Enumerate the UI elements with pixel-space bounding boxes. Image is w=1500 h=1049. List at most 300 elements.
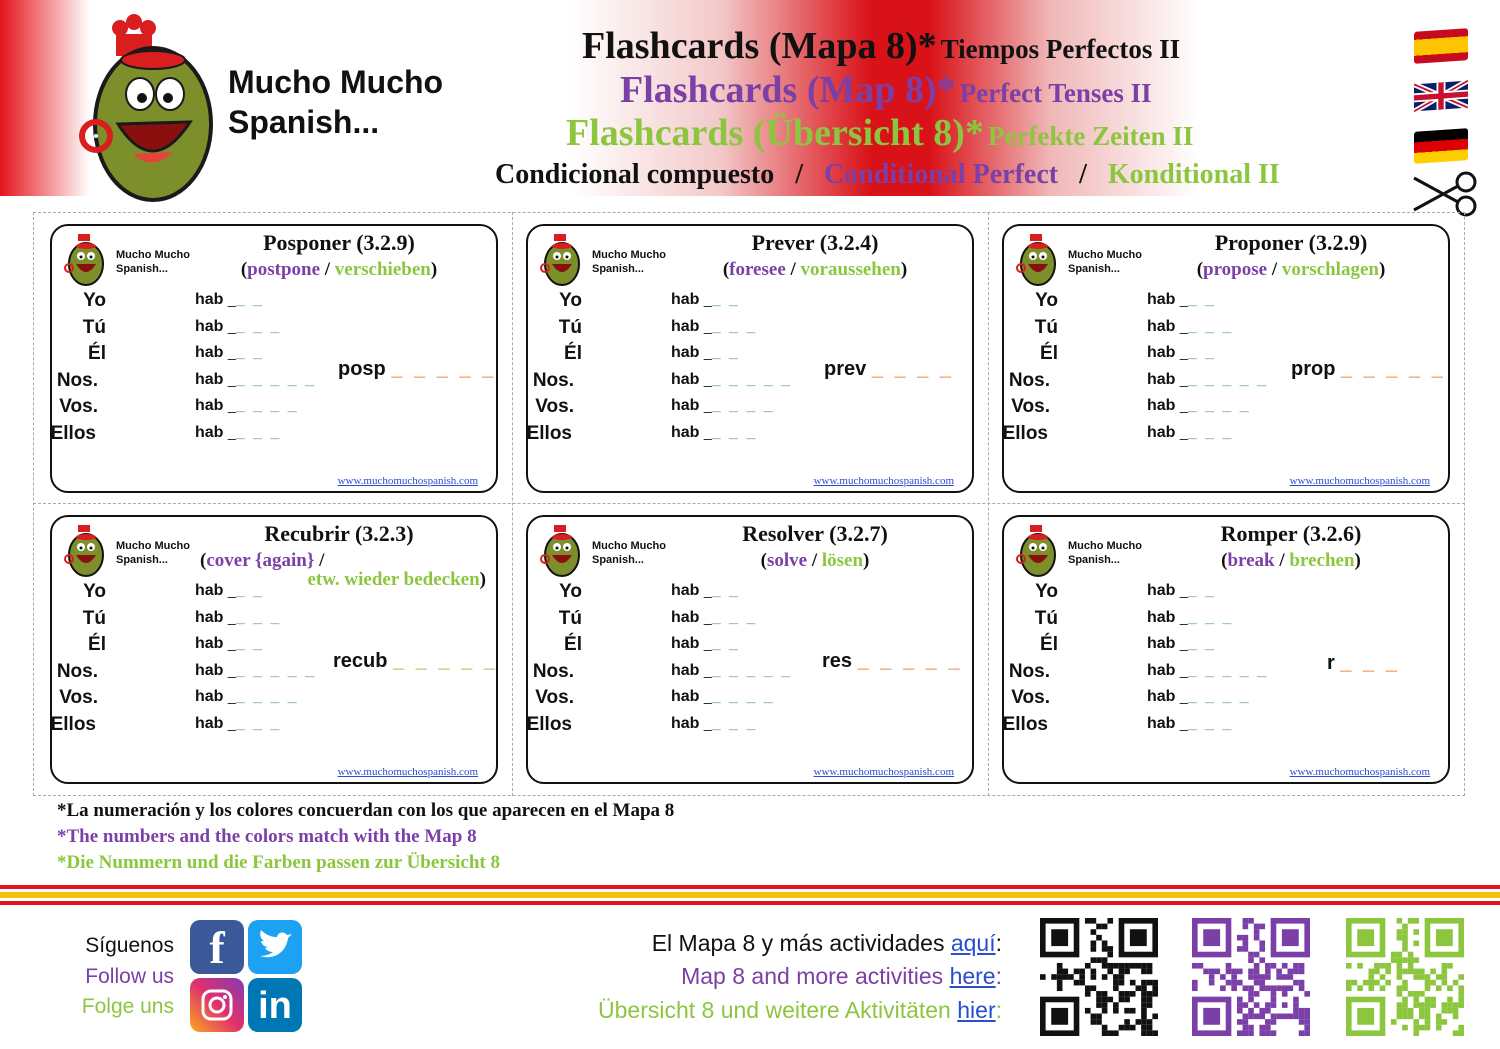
hab-blank: _ _ _ [235,608,282,626]
title-de [566,111,1193,155]
twitter-icon[interactable] [248,920,302,974]
activities-de [598,997,1002,1024]
hab-underscore: _ [1179,582,1188,598]
hab-underscore: _ [227,291,236,307]
hab-blank: _ _ _ _ _ [235,661,316,679]
mini-brand-line-2: Spanish... [592,554,644,566]
hab-prefix: hab [671,661,700,679]
hab-row [671,609,757,627]
stem-text: res [822,650,853,672]
pronoun: Vos. [1011,396,1050,417]
hab-underscore: _ [227,397,236,413]
hab-prefix: hab [195,608,224,626]
paren-close: ) [1378,259,1386,280]
pronoun: Vos. [535,396,574,417]
verb-title: Proponer (3.2.9) [1214,230,1368,255]
hab-prefix: hab [195,317,224,335]
hab-row [1147,371,1268,389]
hab-row [1147,291,1216,309]
hab-blank: _ _ _ _ _ [1187,661,1268,679]
hab-blank: _ _ _ _ [711,688,775,705]
verb-title: Posponer (3.2.9) [263,230,415,255]
mini-brand [116,248,190,276]
hab-blank: _ _ [711,291,740,308]
flashcard [50,515,498,784]
mini-brand-line-2: Spanish... [116,554,168,566]
hab-blank: _ _ _ [235,423,282,441]
hab-blank: _ _ _ [1187,608,1234,626]
activities-es-link[interactable]: aquí [950,930,996,956]
translation-en: foresee [729,259,786,280]
hab-underscore: _ [227,635,236,651]
hab-row [195,424,281,442]
activities-de-text: Übersicht 8 und weitere Aktivitäten [598,997,958,1023]
hab-blank: _ _ _ [711,608,758,626]
mini-brand-line-2: Spanish... [1068,554,1120,566]
hab-prefix: hab [671,714,700,732]
qr-code-en[interactable] [1192,918,1310,1036]
pronoun: Vos. [59,396,98,417]
pronoun: Ellos [1002,422,1048,444]
hab-prefix: hab [671,317,700,335]
mini-brand [1068,248,1142,276]
pronoun: Ellos [1002,713,1048,735]
hab-prefix: hab [195,291,224,308]
pronoun: Tú [1034,607,1058,629]
hab-prefix: hab [671,423,700,441]
hab-row [671,688,775,706]
title-en-sub: Perfect Tenses II [959,78,1152,108]
verb-title: Resolver (3.2.7) [742,521,888,546]
pronoun: Yo [559,290,582,311]
hab-row [195,688,299,706]
hab-row [195,662,316,680]
pronoun: Yo [83,581,106,602]
hab-blank: _ _ _ _ [1187,688,1251,705]
translation-separator: / [790,259,796,280]
mini-brand [592,539,666,567]
hab-row [671,397,775,415]
hab-underscore: _ [703,608,712,625]
hab-underscore: _ [227,317,236,334]
activities-en-colon: : [995,963,1002,989]
brand-name [228,62,443,142]
website-link[interactable]: www.muchomuchospanish.com [813,475,954,487]
hab-underscore: _ [227,608,236,625]
mini-brand-line-1: Mucho Mucho [116,540,190,552]
hab-underscore: _ [703,344,712,360]
mini-brand-line-2: Spanish... [1068,263,1120,275]
tense-separator: / [795,159,804,190]
brand-line-1: Mucho Mucho [228,64,444,100]
olive-mascot-mini-icon [64,232,108,286]
spain-flag-icon [1414,28,1468,64]
pronoun: Vos. [535,687,574,708]
hab-underscore: _ [1179,714,1188,731]
translation-de: brechen [1289,550,1355,571]
participle-stem [824,358,954,381]
hab-blank: _ _ _ [711,317,758,335]
paren-open: ( [1221,550,1228,571]
activities-en [681,963,1002,990]
translation-de: etw. wieder bedecken [307,569,480,590]
translation-en: cover {again} [206,550,315,571]
hab-blank: _ _ _ _ [711,397,775,414]
hab-underscore: _ [703,317,712,334]
verb-title: Romper (3.2.6) [1220,521,1362,546]
verb-title: Recubrir (3.2.3) [264,521,414,546]
paren-open: ( [760,550,767,571]
mini-brand-line-2: Spanish... [592,263,644,275]
paren-close: ) [430,259,438,280]
hab-underscore: _ [703,688,712,704]
hab-row [195,318,281,336]
cut-line-vertical [988,212,989,796]
pronoun: Tú [558,316,582,338]
pronoun: Nos. [532,660,574,682]
hab-blank: _ _ _ [235,317,282,335]
hab-prefix: hab [671,635,700,652]
hab-prefix: hab [1147,397,1176,414]
participle-stem [1327,652,1400,675]
instagram-icon[interactable] [190,978,244,1032]
hab-prefix: hab [195,344,224,361]
hab-blank: _ _ _ [1187,714,1234,732]
hab-row [671,344,740,362]
stem-blank: _ _ _ _ [871,358,954,380]
hab-blank: _ _ _ [1187,317,1234,335]
paren-open: ( [240,259,248,280]
hab-blank: _ _ [711,635,740,652]
tense-en: Conditional Perfect [824,159,1059,190]
hab-underscore: _ [703,661,712,678]
stem-blank: _ _ _ _ _ [391,358,497,380]
olive-mascot-mini-icon [540,523,584,577]
activities-en-link[interactable]: here [949,963,996,989]
mini-brand [116,539,190,567]
hab-prefix: hab [195,370,224,388]
hab-row [1147,662,1268,680]
participle-stem [333,650,498,673]
hab-prefix: hab [671,370,700,388]
website-link[interactable]: www.muchomuchospanish.com [337,475,478,487]
hab-underscore: _ [1179,370,1188,387]
tense-de: Konditional II [1107,159,1280,190]
hab-prefix: hab [195,688,224,705]
hab-blank: _ _ [235,291,264,308]
stem-text: recub [333,650,388,672]
translation-en: break [1227,550,1275,571]
note-de: *Die Nummern und die Farben passen zur Übersicht 8 [57,852,500,873]
hab-blank: _ _ _ [1187,423,1234,441]
hab-row [1147,635,1216,653]
participle-stem [1291,358,1446,381]
flashcard [526,515,974,784]
hab-row [1147,582,1216,600]
hab-prefix: hab [195,423,224,441]
hab-underscore: _ [1179,635,1188,651]
pronoun: Él [1040,343,1058,364]
title-es-sub: Tiempos Perfectos II [940,34,1181,64]
translation-separator: / [1271,259,1278,280]
hab-blank: _ _ _ _ _ [235,370,316,388]
pronoun: Él [564,343,582,364]
hab-row [195,397,299,415]
hab-blank: _ _ [711,582,740,599]
pronoun: Yo [559,581,582,602]
hab-underscore: _ [227,714,236,731]
hab-blank: _ _ _ _ [235,397,299,414]
verb-title: Prever (3.2.4) [751,230,879,255]
hab-prefix: hab [1147,582,1176,599]
olive-mascot-mini-icon [64,523,108,577]
title-es-main: Flashcards (Mapa 8)* [582,25,937,67]
translation-en: solve [766,550,808,571]
mini-brand [592,248,666,276]
linkedin-icon[interactable]: in [248,978,302,1032]
divider-stripe-red [0,901,1500,905]
paren-open: ( [200,550,207,571]
paren-open: ( [1196,259,1204,280]
hab-underscore: _ [703,370,712,387]
hab-prefix: hab [1147,635,1176,652]
activities-de-colon: : [995,997,1002,1023]
tense-line [495,159,1280,191]
hab-underscore: _ [703,397,712,413]
hab-prefix: hab [1147,291,1176,308]
hab-row [1147,609,1233,627]
website-link[interactable]: www.muchomuchospanish.com [337,766,478,778]
activities-de-link[interactable]: hier [957,997,996,1023]
hab-blank: _ _ _ _ [1187,397,1251,414]
pronoun: Él [88,634,106,655]
pronoun: Tú [82,607,106,629]
hab-underscore: _ [227,661,236,678]
stem-blank: _ _ _ _ _ [393,650,498,672]
cut-line-horizontal [33,503,1465,504]
activities-en-text: Map 8 and more activities [681,963,950,989]
participle-stem [338,358,496,381]
hab-blank: _ _ _ _ _ [711,661,792,679]
mini-brand-line-1: Mucho Mucho [592,540,666,552]
follow-en: Follow us [85,965,174,988]
cut-line-vertical [512,212,513,796]
title-en-main: Flashcards (Map 8)* [620,69,956,111]
pronoun: Vos. [1011,687,1050,708]
hab-row [671,635,740,653]
hab-row [1147,344,1216,362]
hab-prefix: hab [671,582,700,599]
pronoun: Él [1040,634,1058,655]
mini-brand-line-1: Mucho Mucho [592,249,666,261]
translation-separator: / [811,550,818,571]
pronoun: Él [88,343,106,364]
hab-prefix: hab [195,582,224,599]
hab-blank: _ _ [711,344,740,361]
hab-underscore: _ [703,423,712,440]
hab-prefix: hab [1147,608,1176,626]
verb-translation-de [307,569,486,591]
pronoun: Yo [1035,290,1058,311]
participle-stem [822,650,962,673]
hab-row [671,715,757,733]
facebook-icon[interactable]: f [190,920,244,974]
mini-brand-line-1: Mucho Mucho [116,249,190,261]
hab-underscore: _ [703,291,712,307]
mini-brand [1068,539,1142,567]
hab-row [1147,715,1233,733]
hab-blank: _ _ _ [235,714,282,732]
flashcard [50,224,498,493]
note-es: *La numeración y los colores concuerdan con los que aparecen en el Mapa 8 [57,800,675,821]
scissors-icon [1410,170,1480,218]
translation-de: vorschlagen [1281,259,1379,280]
hab-row [195,582,264,600]
pronoun: Nos. [1008,369,1050,391]
hab-prefix: hab [1147,317,1176,335]
note-en: *The numbers and the colors match with the Map 8 [57,826,477,847]
pronoun: Nos. [56,660,98,682]
stem-text: r [1327,652,1335,674]
title-de-sub: Perfekte Zeiten II [987,121,1194,151]
olive-mascot-logo [78,14,228,204]
pronoun: Tú [558,607,582,629]
follow-de: Folge uns [81,995,174,1018]
hab-prefix: hab [671,291,700,308]
mini-brand-line-1: Mucho Mucho [1068,249,1142,261]
hab-row [671,582,740,600]
hab-underscore: _ [1179,291,1188,307]
hab-blank: _ _ [1187,635,1216,652]
translation-en: propose [1203,259,1268,280]
paren-close: ) [900,259,908,280]
hab-blank: _ _ [235,635,264,652]
hab-row [1147,397,1251,415]
verb-translation [192,259,486,281]
stem-blank: _ _ _ _ _ [1341,358,1446,380]
verb-translation [1144,259,1438,281]
hab-prefix: hab [1147,423,1176,441]
pronoun: Ellos [50,422,96,444]
pronoun: Él [564,634,582,655]
hab-row [195,291,264,309]
hab-blank: _ _ [1187,291,1216,308]
mini-brand-line-2: Spanish... [116,263,168,275]
pronoun: Nos. [532,369,574,391]
paren-close: ) [479,569,486,590]
hab-underscore: _ [703,714,712,731]
title-en [620,68,1152,112]
mini-brand-line-1: Mucho Mucho [1068,540,1142,552]
hab-prefix: hab [1147,661,1176,679]
uk-flag-icon [1414,78,1468,114]
website-link[interactable]: www.muchomuchospanish.com [1289,475,1430,487]
pronoun: Nos. [1008,660,1050,682]
hab-prefix: hab [671,608,700,626]
hab-row [671,424,757,442]
translation-separator: / [319,550,325,571]
stem-blank: _ _ _ [1340,652,1400,674]
hab-underscore: _ [1179,317,1188,334]
stem-text: prop [1291,358,1336,380]
website-link[interactable]: www.muchomuchospanish.com [1289,766,1430,778]
flashcard [1002,224,1450,493]
paren-close: ) [1354,550,1361,571]
stem-blank: _ _ _ _ _ [857,650,963,672]
hab-underscore: _ [1179,423,1188,440]
verb-translation [668,550,962,572]
hab-prefix: hab [195,714,224,732]
hab-row [671,291,740,309]
olive-mascot-mini-icon [1016,523,1060,577]
activities-es-text: El Mapa 8 y más actividades [651,930,951,956]
hab-underscore: _ [1179,397,1188,413]
qr-code-es[interactable] [1040,918,1158,1036]
hab-row [671,318,757,336]
verb-translation [1144,550,1438,572]
hab-row [1147,424,1233,442]
hab-blank: _ _ [1187,344,1216,361]
hab-blank: _ _ [1187,582,1216,599]
website-link[interactable]: www.muchomuchospanish.com [813,766,954,778]
hab-blank: _ _ _ [711,714,758,732]
hab-row [1147,318,1233,336]
olive-mascot-mini-icon [540,232,584,286]
hab-underscore: _ [227,370,236,387]
translation-de: voraussehen [800,259,901,280]
pronoun: Yo [83,290,106,311]
hab-blank: _ _ [235,344,264,361]
hab-prefix: hab [671,397,700,414]
hab-prefix: hab [195,397,224,414]
hab-underscore: _ [227,582,236,598]
pronoun: Ellos [526,713,572,735]
tense-separator: / [1079,159,1087,190]
hab-prefix: hab [1147,688,1176,705]
hab-prefix: hab [195,661,224,679]
pronoun: Yo [1035,581,1058,602]
hab-blank: _ _ [235,582,264,599]
hab-prefix: hab [671,688,700,705]
stem-text: prev [824,358,867,380]
translation-de: lösen [821,550,864,571]
paren-open: ( [722,259,730,280]
hab-row [195,609,281,627]
translation-de: verschieben [334,259,431,280]
stem-text: posp [338,358,386,380]
divider-stripe-red [0,885,1500,889]
hab-underscore: _ [1179,608,1188,625]
qr-code-de[interactable] [1346,918,1464,1036]
title-de-main: Flashcards (Übersicht 8)* [566,112,984,154]
hab-underscore: _ [1179,344,1188,360]
hab-row [1147,688,1251,706]
brand-line-2: Spanish... [228,104,380,140]
hab-blank: _ _ _ _ _ [711,370,792,388]
hab-row [671,371,792,389]
pronoun: Tú [82,316,106,338]
pronoun: Ellos [50,713,96,735]
translation-en: postpone [247,259,321,280]
pronoun: Vos. [59,687,98,708]
hab-blank: _ _ _ [711,423,758,441]
title-es [582,24,1180,68]
pronoun: Tú [1034,316,1058,338]
hab-underscore: _ [703,582,712,598]
hab-blank: _ _ _ _ [235,688,299,705]
hab-row [671,662,792,680]
translation-separator: / [324,259,331,280]
